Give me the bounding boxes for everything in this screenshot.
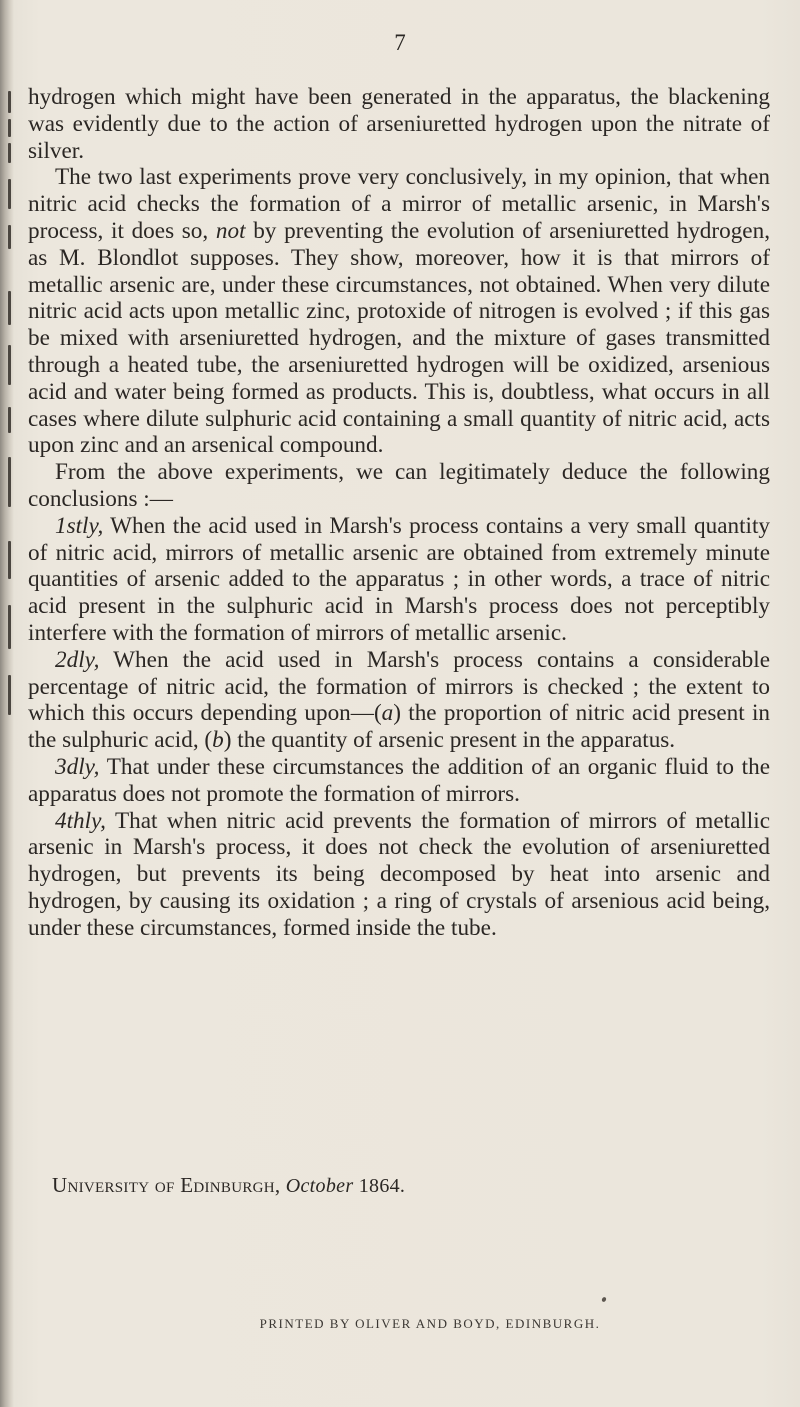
paragraph xyxy=(28,84,770,164)
signature-line xyxy=(52,1173,405,1198)
paragraph-text: When the acid used in Marsh's process contains a very small quantity of nitric acid, mirrors of metallic arsenic are obtained from extremely minute quantities of arsenic added to the apparatus ; in other words, a trace of nitric acid present in the sulphuric acid in Marsh's process does not perceptibly interfere with the formation of mirrors of metallic arsenic. xyxy=(28,512,770,646)
paragraph-text: ) the proportion of nitric acid present in the sulphuric acid, ( xyxy=(28,700,770,754)
paragraph xyxy=(28,164,770,459)
list-letter: b xyxy=(212,727,224,754)
ordinal-label: 4thly, xyxy=(55,807,106,834)
ordinal-label: 3dly, xyxy=(55,753,100,780)
printer-imprint xyxy=(0,1316,800,1332)
conclusion-item xyxy=(28,754,770,808)
list-letter: a xyxy=(381,700,394,727)
year: 1864. xyxy=(358,1175,406,1197)
emphasis-text: not xyxy=(215,217,246,244)
gutter-marks xyxy=(8,85,20,725)
paragraph-text: hydrogen which might have been generated in the apparatus, the blackening was evidently due to the action of arseniuretted hydrogen upon the nitrate of silver. xyxy=(28,84,770,164)
conclusion-item xyxy=(28,513,770,647)
paragraph-text: by preventing the evolution of arseniuretted hydrogen, as M. Blondlot supposes. They show, moreover, how it is that mirrors of metallic arsenic are, under these circumstances, not obtained. When very dilute nitric acid acts upon metallic zinc, protoxide of nitrogen is evolved ; if this gas be mixed with arseniuretted hydrogen, and the mixture of gases transmitted through a heated tube, the arseniuretted hydrogen will be oxidized, arsenious acid and water being formed as products. This is, doubtless, what occurs in all cases where dilute sulphuric acid containing a small quantity of nitric acid, acts upon zinc and an arsenical compound. xyxy=(28,217,770,459)
ordinal-label: 1stly, xyxy=(55,512,104,539)
ink-speck xyxy=(601,1296,607,1302)
institution-name: University of Edinburgh, xyxy=(52,1173,281,1197)
paragraph-text: From the above experiments, we can legitimately deduce the following conclusions :— xyxy=(28,459,770,512)
conclusion-item xyxy=(28,808,770,942)
conclusion-item xyxy=(28,647,770,754)
imprint-text: PRINTED BY OLIVER AND BOYD, EDINBURGH. xyxy=(259,1316,601,1331)
date xyxy=(286,1175,405,1197)
ordinal-label: 2dly, xyxy=(55,646,100,673)
month: October xyxy=(285,1175,354,1197)
paragraph-text: That under these circumstances the addition of an organic fluid to the apparatus does not promote the formation of mirrors. xyxy=(28,753,770,807)
paragraph-text: ) the quantity of arsenic present in the apparatus. xyxy=(223,727,676,754)
body-text xyxy=(28,84,770,942)
paragraph-text: The two last experiments prove very conclusively, in my opinion, that when nitric acid checks the formation of a mirror of metallic arsenic, in Marsh's process, it does so, xyxy=(28,164,770,244)
paragraph-text: That when nitric acid prevents the formation of mirrors of metallic arsenic in Marsh's process, it does not check the evolution of arseniuretted hydrogen, but prevents its being decomposed by heat into arsenic and hydrogen, by causing its oxidation ; a ring of crystals of arsenious acid being, under these circumstances, formed inside the tube. xyxy=(28,807,770,941)
paragraph-text: When the acid used in Marsh's process contains a considerable percentage of nitric acid, the formation of mirrors is checked ; the extent to which this occurs depending upon—( xyxy=(28,646,770,727)
paragraph xyxy=(28,459,770,513)
page-number: 7 xyxy=(394,30,406,55)
